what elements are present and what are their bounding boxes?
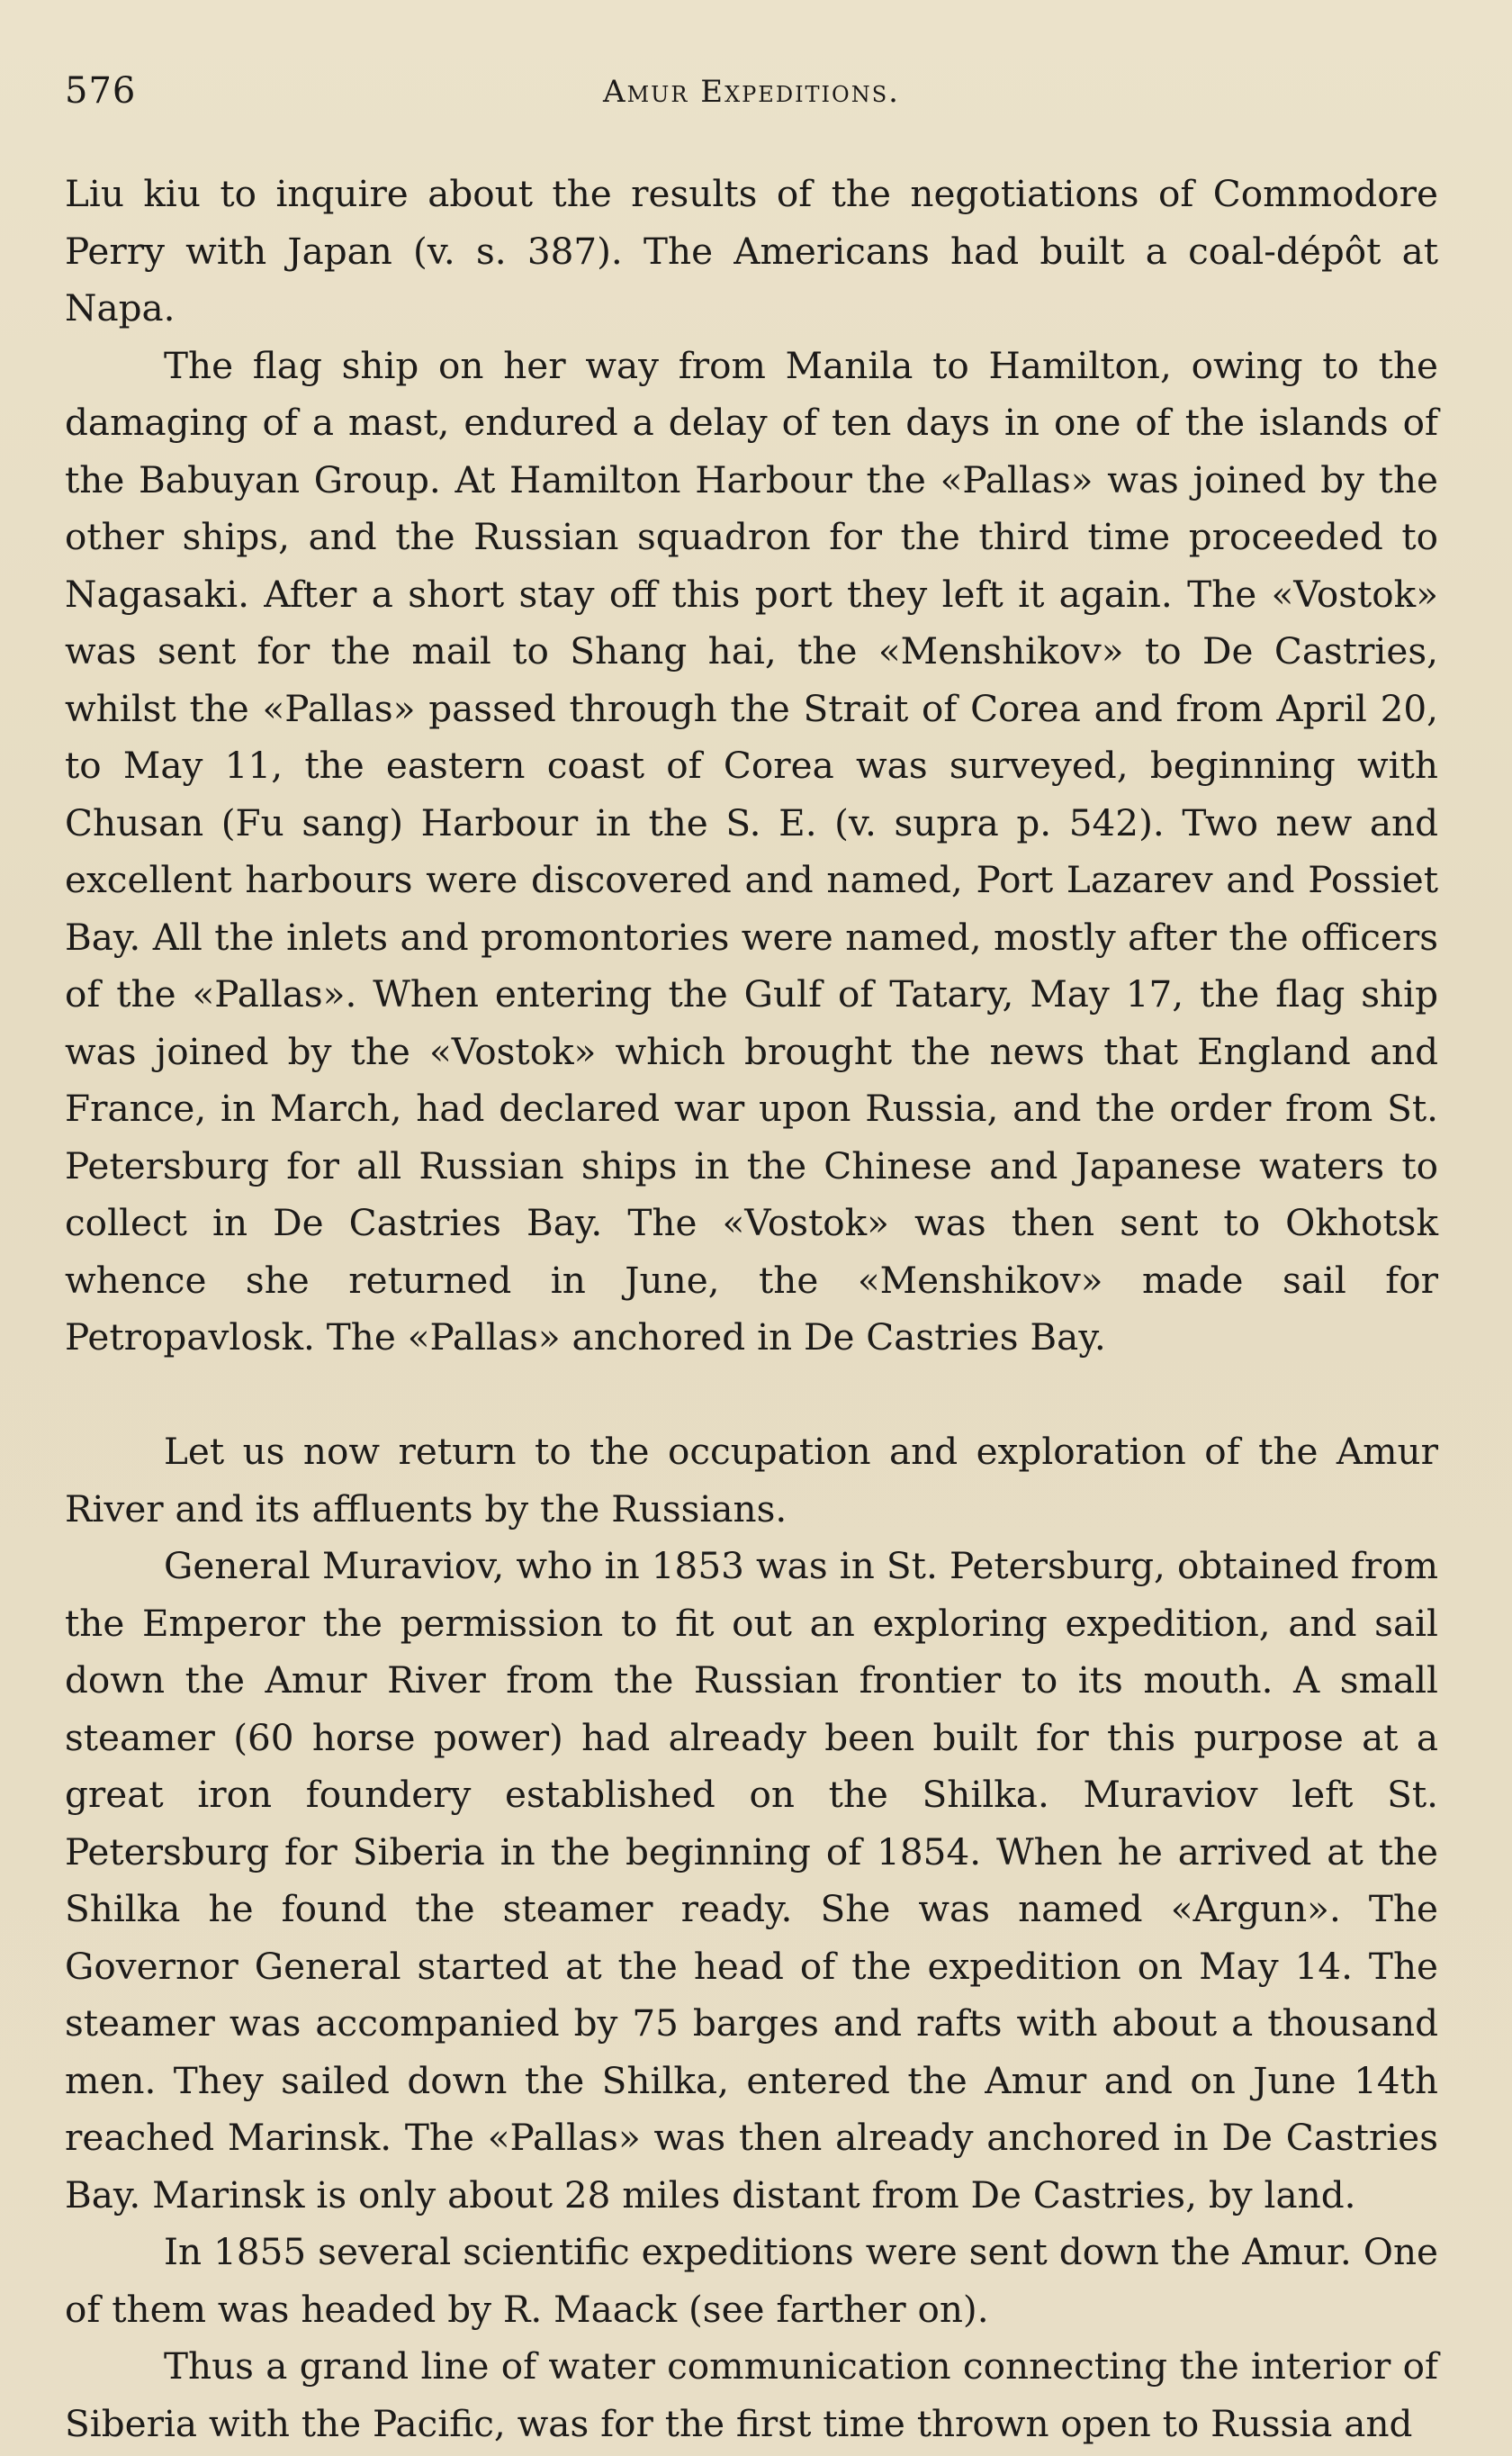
paragraph-muraviov: General Muraviov, who in 1853 was in St. Petersburg, obtained from the Emperor the permission to fit out an exploring expedition, and sail down the Amur River from the Russian frontier to its mouth. A small steamer (60 horse power) had already been built for this purpose at a great iron foundery established on the Shilka. Muraviov left St. Petersburg for Siberia in the beginning of 1854. When he arrived at the Shilka he found the steamer ready. She was named «Argun». The Governor General started at the head of the expedition on May 14. The steamer was accompanied by 75 barges and rafts with about a thousand men. They sailed down the Shilka, entered the Amur and on June 14th reached Marinsk. The «Pallas» was then already anchored in De Castries Bay. Marinsk is only about 28 miles distant from De Castries, by land. (65, 1544, 1438, 2217)
running-title: Amur Expeditions. (603, 74, 900, 110)
paragraph-1855-expeditions: In 1855 several scientific expeditions were sent down the Amur. One of them was headed by R. Maack (see farther on). (65, 2230, 1438, 2331)
page-number: 576 (65, 70, 137, 112)
body-text (65, 166, 1438, 2452)
page-header (65, 70, 1438, 124)
paragraph-amur-return: Let us now return to the occupation and exploration of the Amur River and its affluents by the Russians. (65, 1430, 1438, 1530)
paragraph-flag-ship: The flag ship on her way from Manila to Hamilton, owing to the damaging of a mast, endured a delay of ten days in one of the islands of the Babuyan Group. At Hamilton Harbour the «Pallas» was joined by the other ships, and the Russian squadron for the third time proceeded to Nagasaki. After a short stay off this port they left it again. The «Vostok» was sent for the mail to Shang hai, the «Menshikov» to De Castries, whilst the «Pallas» passed through the Strait of Corea and from April 20, to May 11, the eastern coast of Corea was surveyed, beginning with Chusan (Fu sang) Harbour in the S. E. (v. supra p. 542). Two new and excellent harbours were discovered and named, Port Lazarev and Possiet Bay. All the inlets and promontories were named, mostly after the officers of the «Pallas». When entering the Gulf of Tatary, May 17, the flag ship was joined by the «Vostok» which brought the news that England and France, in March, had declared war upon Russia, and the order from St. Petersburg for all Russian ships in the Chinese and Japanese waters to collect in De Castries Bay. The «Vostok» was then sent to Okhotsk whence she returned in June, the «Menshikov» made sail for Petropavlosk. The «Pallas» anchored in De Castries Bay. (65, 343, 1438, 1359)
paragraph-water-communication: Thus a grand line of water communication connecting the interior of Siberia with the Pacific, was for the first time thrown open to Russia and (65, 2344, 1438, 2445)
paragraph-continuation: Liu kiu to inquire about the results of the negotiations of Commodore Perry with Japan (v. s. 387). The Americans had built a coal-dépôt at Napa. (65, 172, 1438, 330)
